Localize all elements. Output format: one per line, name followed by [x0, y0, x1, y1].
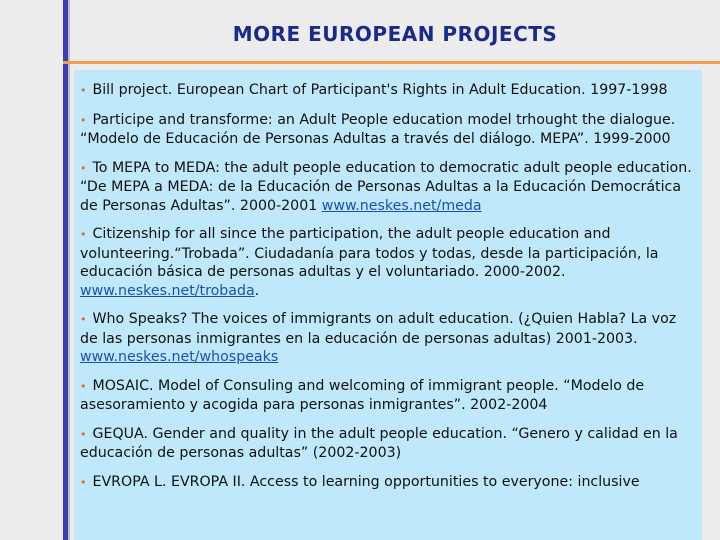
item-text: Citizenship for all since the participation, the adult people education and volunteering.“Trobada”. Ciudadanía para todos y todas, desde la participación, la educación básica de personas adultas y el voluntariado. 2000-2002. — [80, 226, 659, 280]
left-accent-shadow — [68, 0, 70, 540]
list-item — [74, 310, 702, 367]
item-text-after: . — [254, 282, 260, 299]
item-text: MOSAIC. Model of Consuling and welcoming of immigrant people. “Modelo de asesoramiento y acogida para personas inmigrantes”. 2002-2004 — [80, 377, 645, 413]
bullet-icon: • — [80, 113, 87, 127]
list-item — [74, 377, 702, 415]
item-text: EVROPA L. EVROPA II. Access to learning opportunities to everyone: inclusive — [92, 473, 640, 490]
bullet-icon: • — [80, 228, 87, 241]
list-item — [74, 425, 702, 463]
bullet-icon: • — [80, 475, 87, 489]
title-divider — [63, 61, 720, 64]
bullet-icon: • — [80, 313, 87, 326]
list-item — [74, 70, 702, 101]
item-text: Bill project. European Chart of Participant's Rights in Adult Education. 1997-1998 — [92, 82, 668, 98]
bullet-icon: • — [80, 84, 87, 97]
page-title: MORE EUROPEAN PROJECTS — [232, 22, 558, 46]
list-item — [74, 111, 702, 149]
meda-link[interactable]: www.neskes.net/meda — [321, 197, 482, 214]
trobada-link[interactable]: www.neskes.net/trobada — [80, 282, 255, 299]
bullet-icon: • — [80, 427, 87, 441]
item-text: To MEPA to MEDA: the adult people education to democratic adult people education. “De MEPA a MEDA: de la Educación de Personas Adultas a la Educación Democrática de Personas Adultas”. 2000-2001 — [80, 159, 692, 214]
item-text: Participe and transforme: an Adult People education model trhought the dialogue. “Modelo de Educación de Personas Adultas a través del diálogo. MEPA”. 1999-2000 — [80, 111, 676, 147]
bullet-icon: • — [80, 379, 87, 393]
list-item — [74, 159, 702, 216]
list-item — [74, 225, 702, 300]
item-text: GEQUA. Gender and quality in the adult people education. “Genero y calidad en la educación de personas adultas” (2002-2003) — [80, 425, 678, 461]
item-text: Who Speaks? The voices of immigrants on adult education. (¿Quien Habla? La voz de las personas inmigrantes en la educación de personas adultas) 2001-2003. — [80, 311, 677, 347]
list-item — [74, 473, 702, 493]
whospeaks-link[interactable]: www.neskes.net/whospeaks — [80, 349, 279, 365]
project-list — [74, 70, 702, 540]
bullet-icon: • — [80, 161, 87, 175]
